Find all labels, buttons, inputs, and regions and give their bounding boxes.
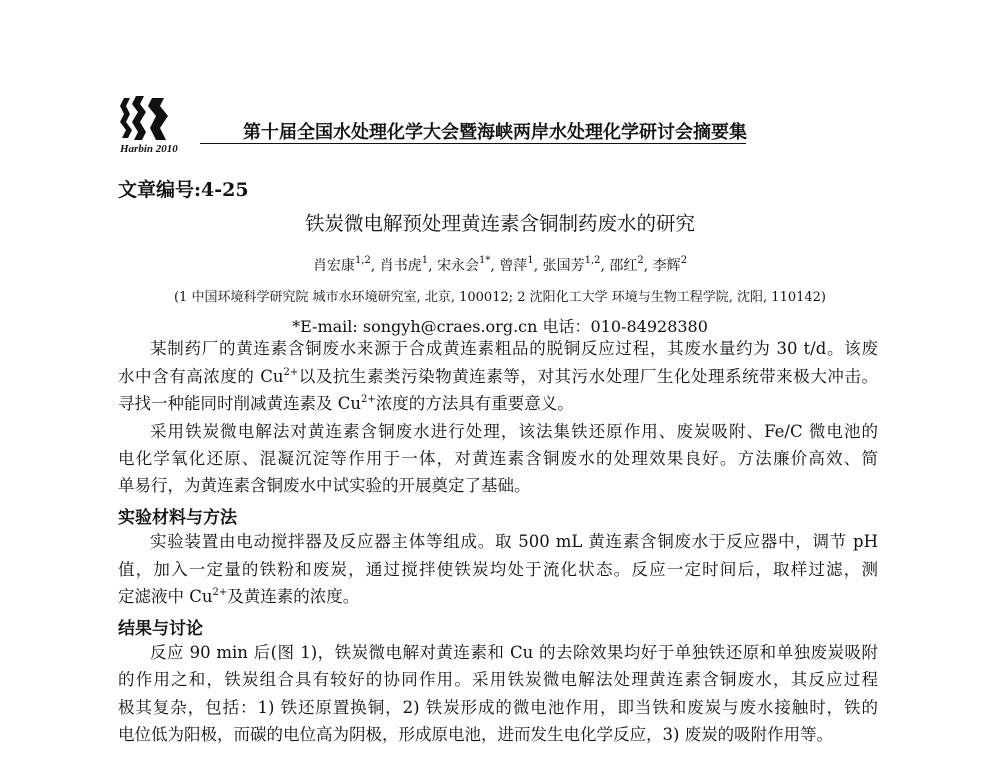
paragraph-4-line: 的作用之和，铁炭组合具有较好的协同作用。采用铁炭微电解法处理黄连素含铜废水，其反应过程 xyxy=(118,670,878,689)
email-label: *E-mail: xyxy=(292,317,358,336)
phone-label: 电话： xyxy=(542,317,591,336)
paragraph-4-line: 极其复杂，包括：1) 铁还原置换铜，2) 铁炭形成的微电池作用，即当铁和废炭与废水接触时，铁的 xyxy=(118,698,878,717)
paragraph-2-line: 单易行，为黄连素含铜废水中试实验的开展奠定了基础。 xyxy=(118,476,531,495)
header-title: 第十届全国水处理化学大会暨海峡两岸水处理化学研讨会摘要集 xyxy=(243,122,747,143)
affiliations: (1 中国环境科学研究院 城市水环境研究室, 北京, 100012; 2 沈阳化工大学 环境与生物工程学院, 沈阳, 110142) xyxy=(173,290,827,305)
paragraph-2-line: 采用铁炭微电解法对黄连素含铜废水进行处理，该法集铁还原作用、废炭吸附、Fe/C 微电池的 xyxy=(150,422,878,441)
paragraph-3-line: 定滤液中 $Cu^{2+}$及黄连素的浓度。 xyxy=(118,587,360,606)
paragraph-1-line: 某制药厂的黄连素含铜废水来源于合成黄连素粗品的脱铜反应过程，其废水量约为 30 t/d。该废 xyxy=(150,339,878,358)
paragraph-1-line: 水中含有高浓度的 $Cu^{2+}$以及抗生素类污染物黄连素等，对其污水处理厂生化处理系统带来极大冲击。 xyxy=(118,367,878,386)
article-number: 文章编号:4-25 xyxy=(118,179,249,201)
paragraph-3-line: 值，加入一定量的铁粉和废炭，通过搅拌使铁炭均处于流化状态。反应一定时间后，取样过滤，测 xyxy=(118,560,878,579)
paragraph-1-line: 寻找一种能同时削减黄连素及 $Cu^{2+}$浓度的方法具有重要意义。 xyxy=(118,394,574,413)
paper-title: 铁炭微电解预处理黄连素含铜制药废水的研究 xyxy=(304,212,695,235)
paragraph-3-line: 实验装置由电动搅拌器及反应器主体等组成。取 500 mL 黄连素含铜废水于反应器中，调节 pH xyxy=(150,532,878,551)
author: 肖宏康$^{1,2}$ xyxy=(312,255,371,274)
svg-text:Harbin 2010: Harbin 2010 xyxy=(120,143,178,155)
author: 邵红$^2$ xyxy=(609,255,644,274)
author: 张国芳$^{1,2}$ xyxy=(542,255,601,274)
email-address[interactable]: songyh@craes.org.cn xyxy=(362,317,538,336)
author: 曾萍$^1$ xyxy=(499,255,534,274)
phone-number: 010-84928380 xyxy=(590,317,708,336)
section-heading-results: 结果与讨论 xyxy=(118,619,203,639)
author: 宋永会$^{1*}$ xyxy=(437,255,491,274)
paragraph-4-line: 电位低为阳极，而碳的电位高为阴极，形成原电池，进而发生电化学反应，3) 废炭的吸附作用等。 xyxy=(118,725,834,744)
author-list: 肖宏康$^{1,2}$, 肖书虎$^1$, 宋永会$^{1*}$, 曾萍$^1$, 张国芳$^{1,2}$, 邵红$^2$, 李辉$^2$ xyxy=(312,255,688,274)
section-heading-methods: 实验材料与方法 xyxy=(118,508,237,528)
author: 肖书虎$^1$ xyxy=(379,255,429,274)
contact-line xyxy=(0,314,1000,337)
paragraph-2-line: 电化学氧化还原、混凝沉淀等作用于一体，对黄连素含铜废水的处理效果良好。方法廉价高效、简 xyxy=(118,449,878,468)
author: 李辉$^2$ xyxy=(652,255,688,274)
paragraph-4-line: 反应 90 min 后(图 1)，铁炭微电解对黄连素和 Cu 的去除效果均好于单独铁还原和单独废炭吸附 xyxy=(150,643,878,662)
conference-logo xyxy=(118,94,198,156)
